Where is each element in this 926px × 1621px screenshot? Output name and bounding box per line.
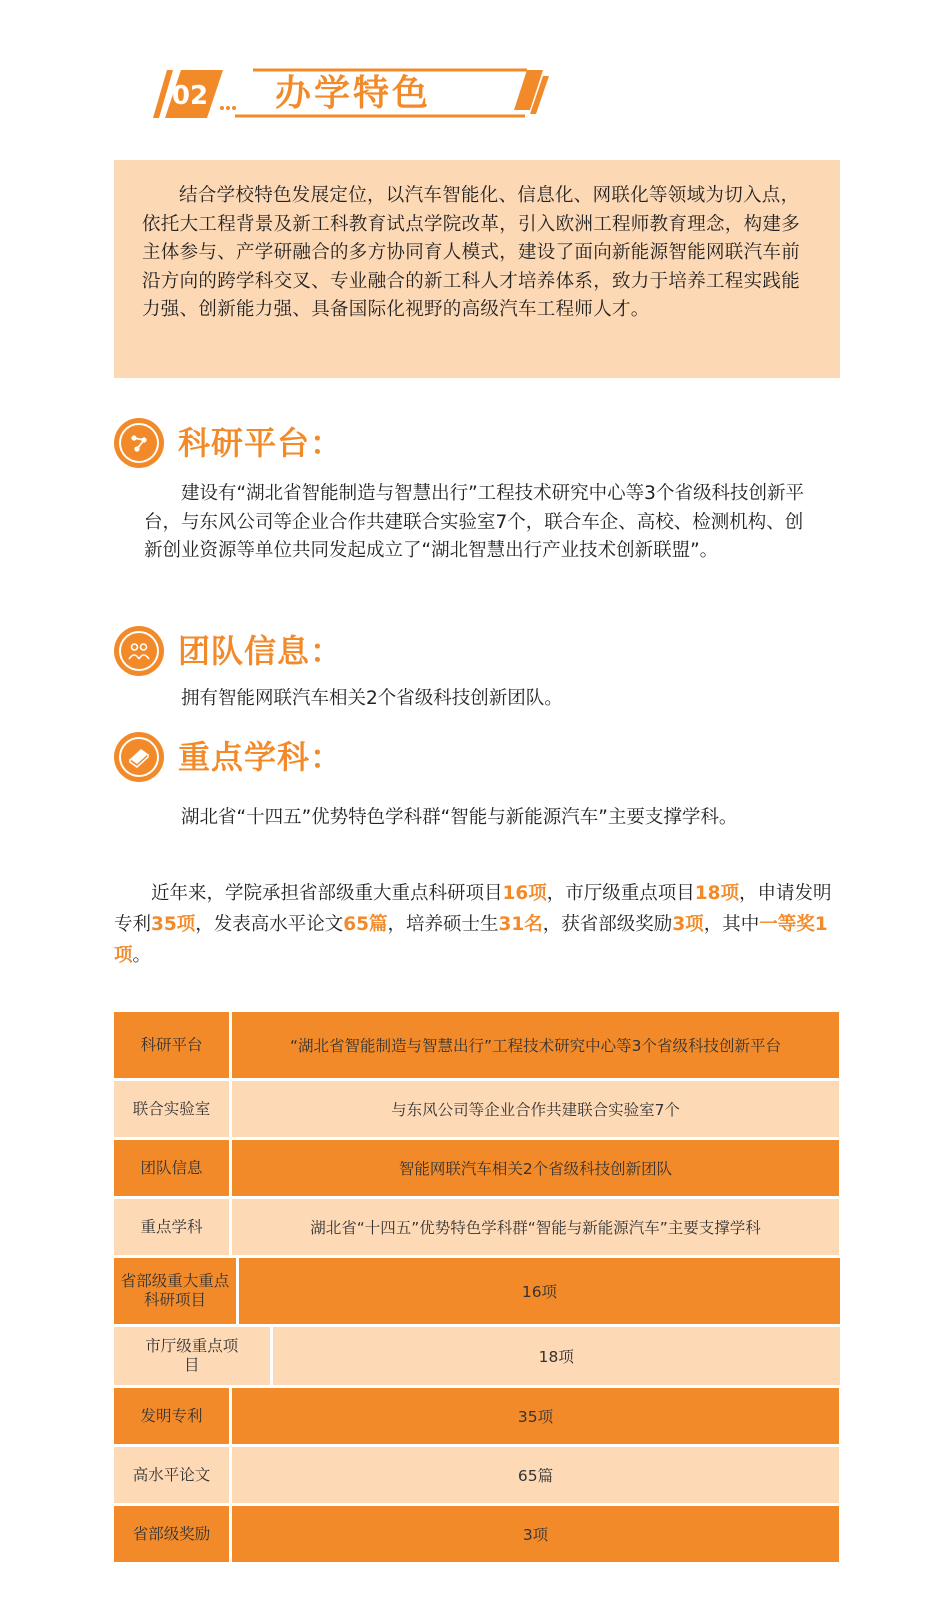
row-label: 重点学科: [114, 1199, 229, 1255]
summary-highlight: 31名: [498, 914, 543, 935]
team-icon: [114, 626, 164, 676]
row-value: 与东风公司等企业合作共建联合实验室7个: [232, 1081, 839, 1137]
summary-text: ，培养硕士生: [387, 914, 499, 935]
summary-paragraph: [114, 878, 844, 971]
row-value: 65篇: [232, 1447, 839, 1503]
table-row: [114, 1327, 840, 1385]
section-title: 办学特色: [275, 73, 432, 114]
summary-text: ，获省部级奖励: [542, 914, 673, 935]
row-value: 智能网联汽车相关2个省级科技创新团队: [232, 1140, 839, 1196]
row-value: 16项: [239, 1258, 840, 1324]
row-value: 3项: [232, 1506, 839, 1562]
intro-text: 结合学校特色发展定位，以汽车智能化、信息化、网联化等领域为切入点，依托大工程背景及新工科教育试点学院改革，引入欧洲工程师教育理念，构建多主体参与、产学研融合的多方协同育人模式，建设了面向新能源智能网联汽车前沿方向的跨学科交叉、专业融合的新工科人才培养体系，致力于培养工程实践能力强、创新能力强、具备国际化视野的高级汽车工程师人才。: [142, 185, 801, 320]
heading-title: 重点学科：: [178, 738, 344, 776]
summary-text: 近年来，学院承担省部级重大重点科研项目: [151, 883, 503, 904]
summary-highlight: 65篇: [343, 914, 388, 935]
summary-highlight: 3项: [672, 914, 704, 935]
heading-title: 科研平台：: [178, 424, 344, 462]
summary-text: ，市厅级重点项目: [546, 883, 695, 904]
section-banner: [135, 66, 575, 126]
summary-highlight: 一等奖1项: [114, 914, 828, 966]
row-value: 35项: [232, 1388, 839, 1444]
heading-title: 团队信息：: [178, 632, 344, 670]
row-value: 18项: [273, 1327, 840, 1385]
table-row: [114, 1506, 840, 1562]
summary-highlight: 16项: [502, 883, 547, 904]
key-discipline-text: 湖北省“十四五”优势特色学科群“智能与新能源汽车”主要支撑学科。: [181, 807, 738, 828]
row-label: 高水平论文: [114, 1447, 229, 1503]
book-icon: [114, 732, 164, 782]
team-info-text: 拥有智能网联汽车相关2个省级科技创新团队。: [181, 688, 563, 709]
table-row: [114, 1388, 840, 1444]
row-label: 省部级奖励: [114, 1506, 229, 1562]
row-label: 省部级重大重点科研项目: [114, 1258, 236, 1324]
summary-text: 。: [132, 945, 152, 966]
row-label: 团队信息: [114, 1140, 229, 1196]
row-label: 发明专利: [114, 1388, 229, 1444]
summary-highlight: 35项: [151, 914, 196, 935]
table-row: [114, 1012, 840, 1078]
summary-text: ，发表高水平论文: [195, 914, 344, 935]
research-platform-text: 建设有“湖北省智能制造与智慧出行”工程技术研究中心等3个省级科技创新平台，与东风公司等企业合作共建联合实验室7个，联合车企、高校、检测机构、创新创业资源等单位共同发起成立了“湖北智慧出行产业技术创新联盟”。: [144, 483, 804, 561]
row-value: “湖北省智能制造与智慧出行”工程技术研究中心等3个省级科技创新平台: [232, 1012, 839, 1078]
row-value: 湖北省“十四五”优势特色学科群“智能与新能源汽车”主要支撑学科: [232, 1199, 839, 1255]
table-row: [114, 1447, 840, 1503]
table-row: [114, 1199, 840, 1255]
network-icon: [114, 418, 164, 468]
row-label: 联合实验室: [114, 1081, 229, 1137]
summary-text: ，申请发明专利: [114, 883, 832, 935]
table-row: [114, 1140, 840, 1196]
summary-table: [114, 1012, 840, 1562]
intro-box: [114, 160, 840, 378]
table-row: [114, 1081, 840, 1137]
summary-text: ，其中: [703, 914, 760, 935]
section-number: 02: [171, 81, 209, 111]
table-row: [114, 1258, 840, 1324]
row-label: 市厅级重点项目: [114, 1327, 270, 1385]
row-label: 科研平台: [114, 1012, 229, 1078]
summary-highlight: 18项: [694, 883, 740, 904]
